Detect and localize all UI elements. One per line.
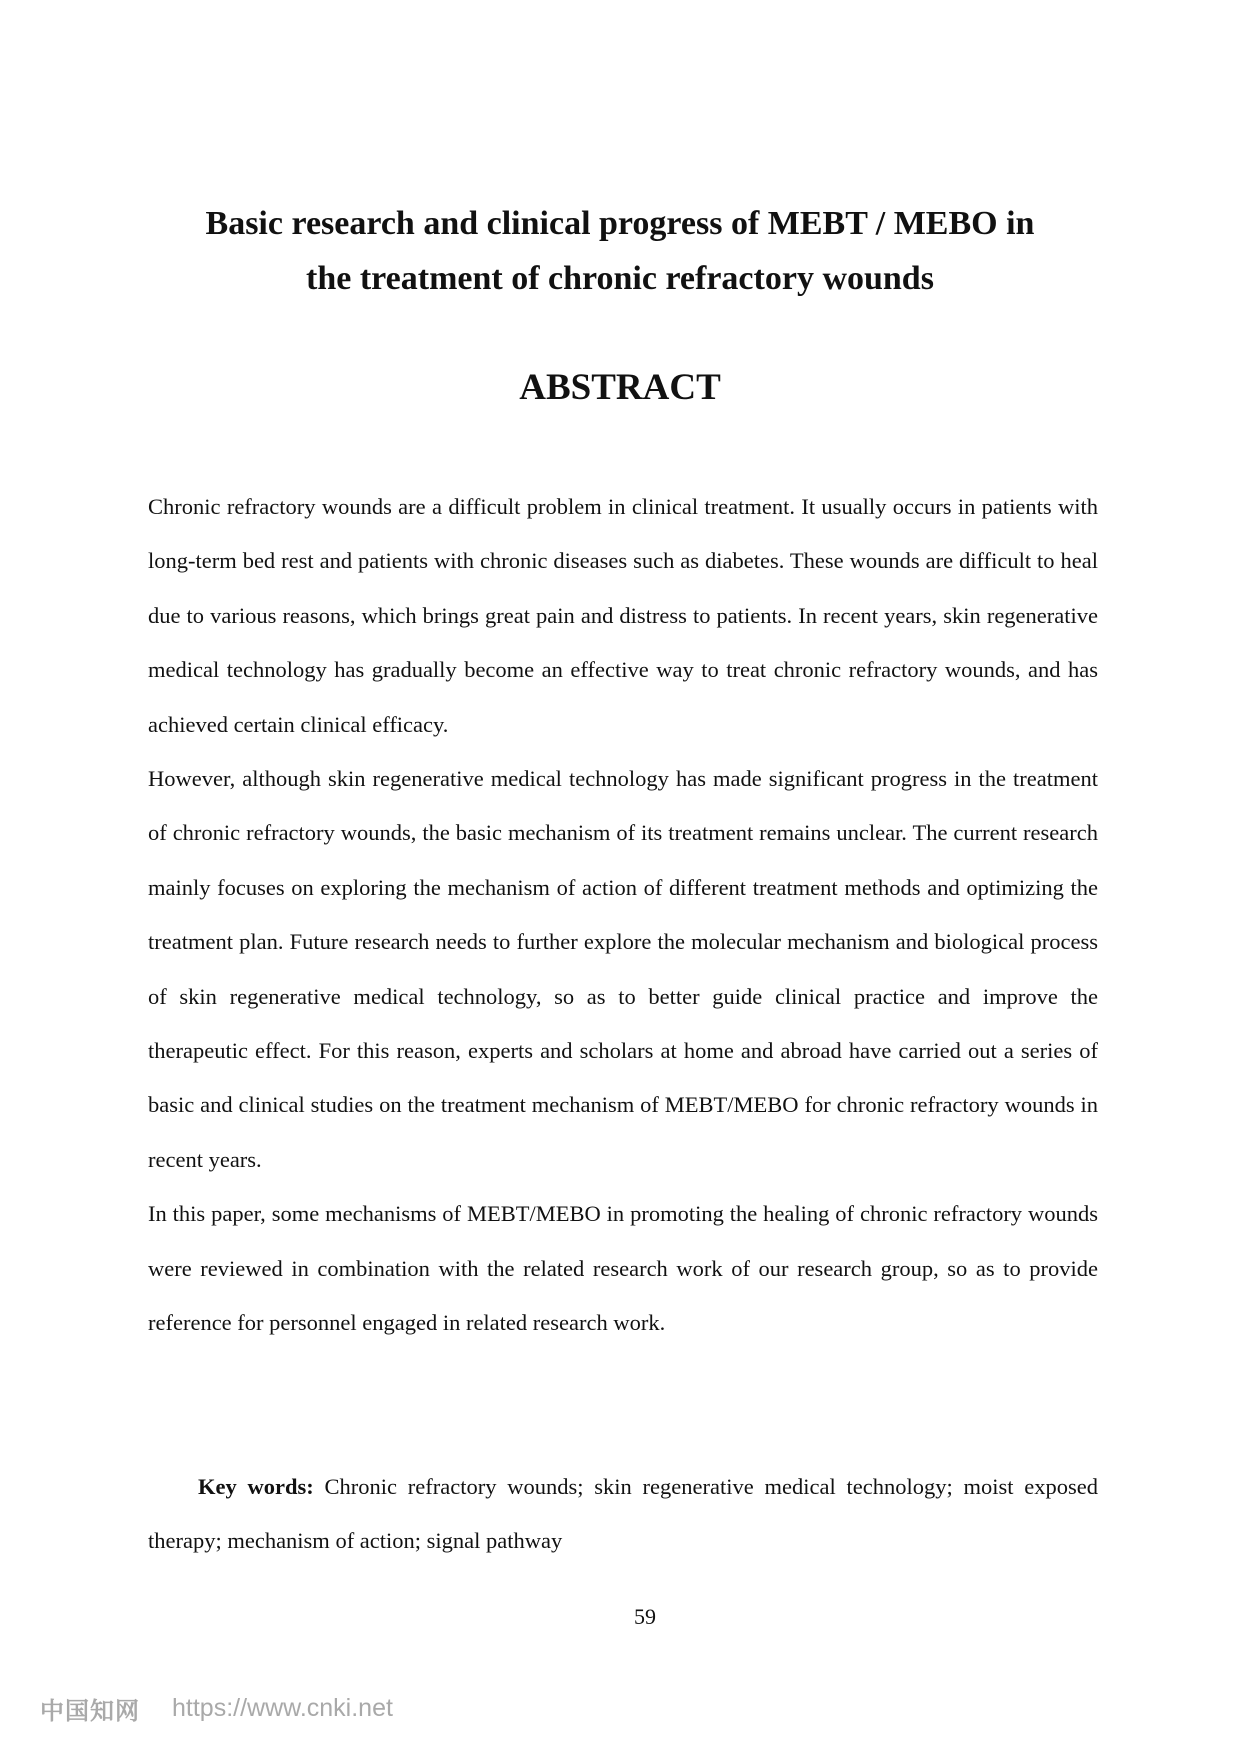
keywords-text: Chronic refractory wounds; skin regenerative medical technology; moist exposed therapy; mechanism of action; signal pathway bbox=[148, 1474, 1098, 1554]
keywords bbox=[148, 1460, 1098, 1569]
abstract-heading: ABSTRACT bbox=[519, 367, 721, 408]
abstract-paragraph-2: However, although skin regenerative medical technology has made significant progress in the treatment of chronic refractory wounds, the basic mechanism of its treatment remains unclear. The current research mainly focuses on exploring the mechanism of action of different treatment methods and optimizing the treatment plan. Future research needs to further explore the molecular mechanism and biological process of skin regenerative medical technology, so as to better guide clinical practice and improve the therapeutic effect. For this reason, experts and scholars at home and abroad have carried out a series of basic and clinical studies on the treatment mechanism of MEBT/MEBO for chronic refractory wounds in recent years. bbox=[148, 766, 1098, 1172]
abstract-paragraph-3: In this paper, some mechanisms of MEBT/MEBO in promoting the healing of chronic refractory wounds were reviewed in combination with the related research work of our research group, so as to provide reference for personnel engaged in related research work. bbox=[148, 1201, 1098, 1336]
paper-title-line-2: the treatment of chronic refractory wounds bbox=[306, 260, 934, 297]
page-number: 59 bbox=[634, 1604, 656, 1629]
cnki-brand: 中国知网 bbox=[40, 1696, 140, 1725]
keywords-label: Key words: bbox=[198, 1474, 314, 1499]
abstract-body bbox=[148, 480, 1098, 1351]
abstract-paragraph-1: Chronic refractory wounds are a difficult problem in clinical treatment. It usually occurs in patients with long-term bed rest and patients with chronic diseases such as diabetes. These wounds are difficult to heal due to various reasons, which brings great pain and distress to patients. In recent years, skin regenerative medical technology has gradually become an effective way to treat chronic refractory wounds, and has achieved certain clinical efficacy. bbox=[148, 494, 1098, 737]
paper-title bbox=[130, 196, 1110, 306]
cnki-url-link[interactable]: https://www.cnki.net bbox=[172, 1693, 393, 1722]
watermark-footer bbox=[40, 1690, 393, 1726]
paper-title-line-1: Basic research and clinical progress of MEBT / MEBO in bbox=[205, 205, 1035, 242]
